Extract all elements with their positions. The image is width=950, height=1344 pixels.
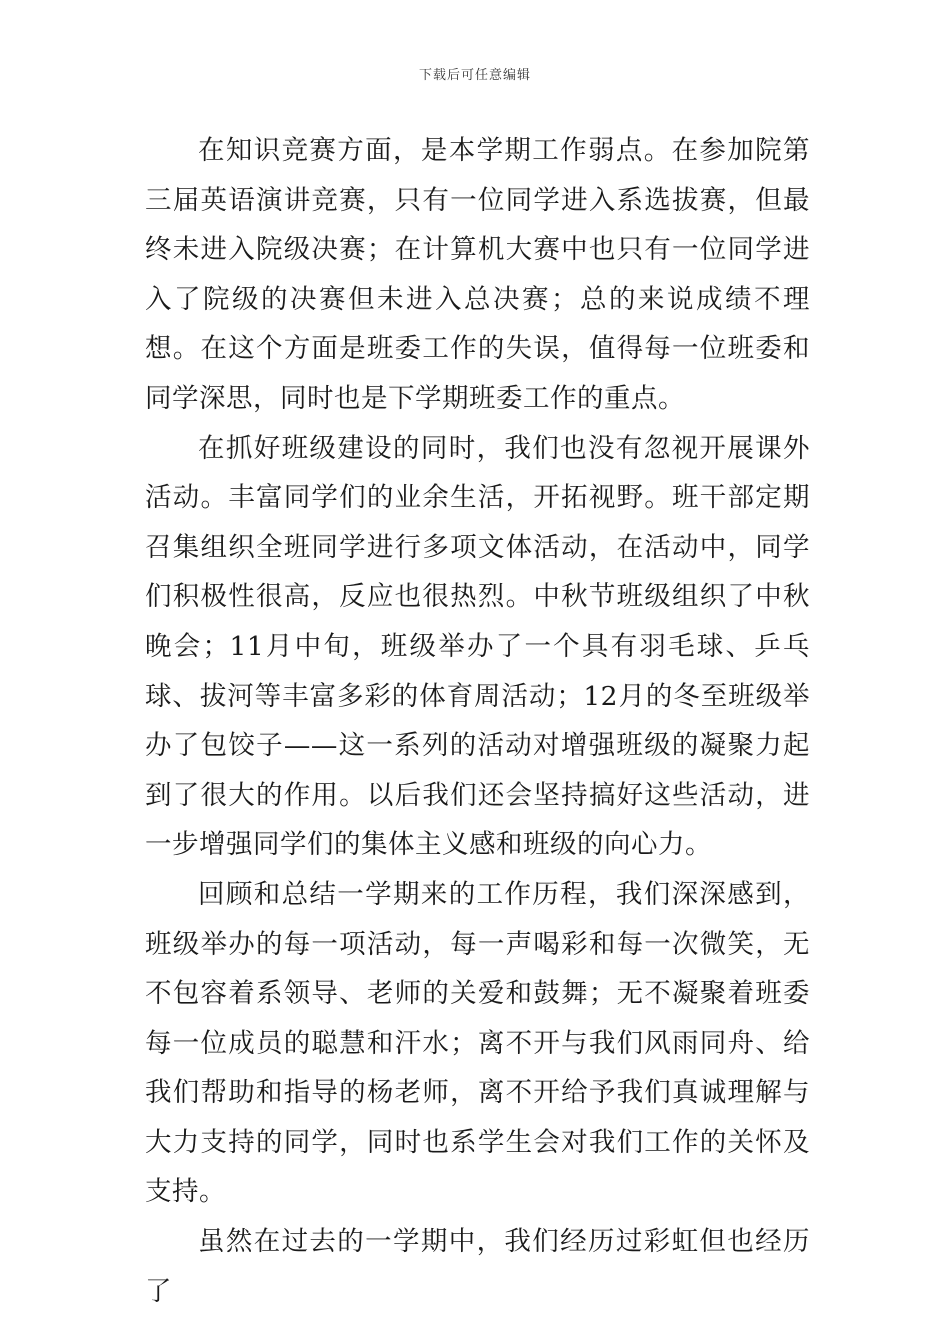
paragraph-knowledge-contest: 在知识竞赛方面，是本学期工作弱点。在参加院第三届英语演讲竞赛，只有一位同学进入系选拔赛，但最终未进入院级决赛；在计算机大赛中也只有一位同学进入了院级的决赛但未进入总决赛；总的来说成绩不理想。在这个方面是班委工作的失误，值得每一位班委和同学深思，同时也是下学期班委工作的重点。: [145, 135, 810, 414]
paragraph-review-summary: 回顾和总结一学期来的工作历程，我们深深感到，班级举办的每一项活动，每一声喝彩和每一次微笑，无不包容着系领导、老师的关爱和鼓舞；无不凝聚着班委每一位成员的聪慧和汗水；离不开与我们风雨同舟、给我们帮助和指导的杨老师，离不开给予我们真诚理解与大力支持的同学，同时也系学生会对我们工作的关怀及支持。: [145, 878, 810, 1208]
page-header: 下载后可任意编辑: [418, 68, 531, 83]
document-body: [145, 126, 810, 1316]
paragraph-extracurricular-activities: 在抓好班级建设的同时，我们也没有忽视开展课外活动。丰富同学们的业余生活，开拓视野。班干部定期召集组织全班同学进行多项文体活动，在活动中，同学们积极性很高，反应也很热烈。中秋节班级组织了中秋晚会；11月中旬，班级举办了一个具有羽毛球、乒乓球、拔河等丰富多彩的体育周活动；12月的冬至班级举办了包饺子——这一系列的活动对增强班级的凝聚力起到了很大的作用。以后我们还会坚持搞好这些活动，进一步增强同学们的集体主义感和班级的向心力。: [145, 432, 810, 861]
paragraph-closing: 虽然在过去的一学期中，我们经历过彩虹但也经历了: [145, 1226, 810, 1307]
